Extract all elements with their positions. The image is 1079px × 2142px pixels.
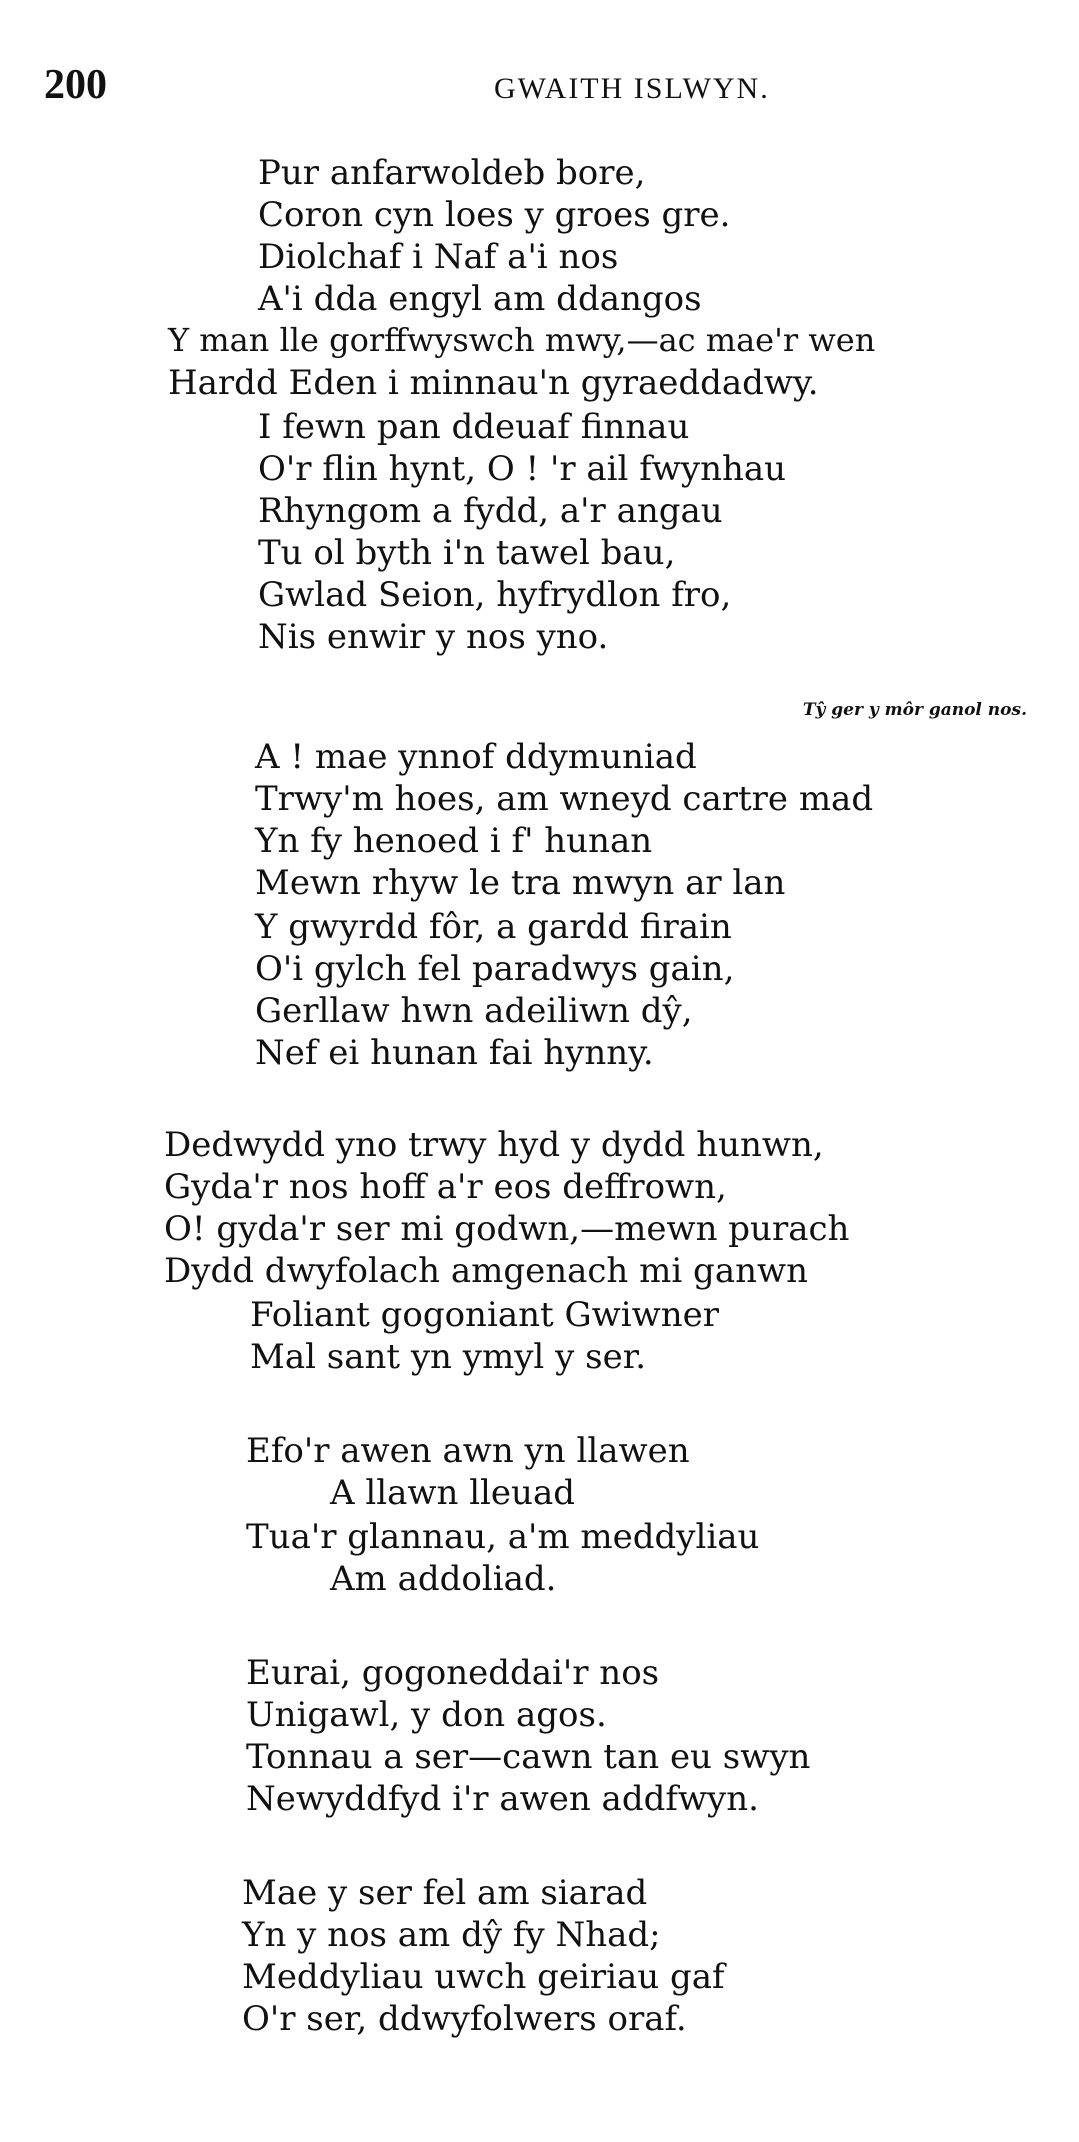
poem-line: Pur anfarwoldeb bore, (258, 153, 646, 193)
poem-line: Nis enwir y nos yno. (258, 617, 609, 657)
poem-line: A ! mae ynnof ddymuniad (255, 737, 697, 777)
poem-line: Tu ol byth i'n tawel bau, (258, 533, 676, 573)
running-title: GWAITH ISLWYN. (494, 72, 770, 105)
poem-line: Gyda'r nos hoff a'r eos deffrown, (164, 1167, 727, 1207)
poem-line: Meddyliau uwch geiriau gaf (242, 1957, 725, 1997)
poem-line: O'r flin hynt, O ! 'r ail fwynhau (258, 449, 787, 489)
poem-line: Am addoliad. (330, 1559, 557, 1599)
poem-line: A llawn lleuad (330, 1473, 575, 1513)
poem-line: O! gyda'r ser mi godwn,—mewn purach (164, 1209, 850, 1249)
poem-line: O'i gylch fel paradwys gain, (255, 949, 735, 989)
poem-line: Mae y ser fel am siarad (242, 1873, 648, 1913)
poem-line: O'r ser, ddwyfolwers oraf. (242, 1999, 687, 2039)
poem-line: Efo'r awen awn yn llawen (246, 1431, 690, 1471)
poem-line: Tonnau a ser—cawn tan eu swyn (246, 1737, 811, 1777)
poem-line: Gwlad Seion, hyfrydlon fro, (258, 575, 732, 615)
poem-line: Unigawl, y don agos. (246, 1695, 607, 1735)
poem-line: Gerllaw hwn adeiliwn dŷ, (255, 991, 693, 1031)
poem-line: Tua'r glannau, a'm meddyliau (246, 1517, 760, 1557)
poem-line: Y gwyrdd fôr, a gardd firain (255, 907, 732, 947)
poem-line: A'i dda engyl am ddangos (258, 279, 702, 319)
poem-line: Dedwydd yno trwy hyd y dydd hunwn, (164, 1125, 824, 1165)
poem-line: Mewn rhyw le tra mwyn ar lan (255, 863, 786, 903)
poem-line: Trwy'm hoes, am wneyd cartre mad (255, 779, 874, 819)
poem-line: Coron cyn loes y groes gre. (258, 195, 731, 235)
poem-line: Y man lle gorffwyswch mwy,—ac mae'r wen (168, 321, 876, 359)
poem-line: Yn fy henoed i f' hunan (255, 821, 653, 861)
poem-line: Yn y nos am dŷ fy Nhad; (242, 1915, 661, 1955)
poem-line: Mal sant yn ymyl y ser. (250, 1337, 647, 1377)
poem-line: Nef ei hunan fai hynny. (255, 1033, 654, 1073)
poem-line: I fewn pan ddeuaf finnau (258, 407, 690, 447)
poem-line: Newyddfyd i'r awen addfwyn. (246, 1779, 759, 1819)
poem-line: Diolchaf i Naf a'i nos (258, 237, 619, 277)
poem-line: Foliant gogoniant Gwiwner (250, 1295, 719, 1335)
poem-line: Hardd Eden i minnau'n gyraeddadwy. (168, 363, 819, 403)
section-subtitle: Tŷ ger y môr ganol nos. (802, 700, 1027, 720)
page-number: 200 (44, 62, 107, 108)
poem-line: Rhyngom a fydd, a'r angau (258, 491, 723, 531)
poem-line: Eurai, gogoneddai'r nos (246, 1653, 660, 1693)
poem-line: Dydd dwyfolach amgenach mi ganwn (164, 1251, 808, 1291)
